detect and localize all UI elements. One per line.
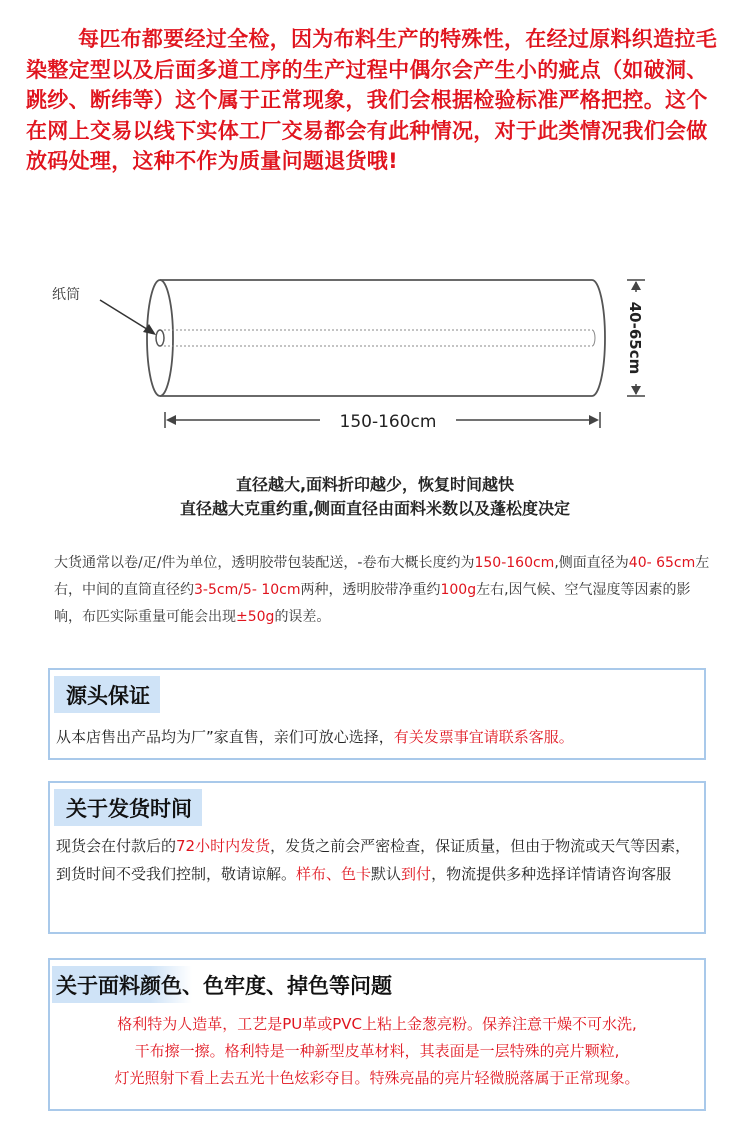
shipping-samples: 样布、色卡 bbox=[296, 865, 372, 883]
shipping-time-box bbox=[48, 781, 706, 934]
length-label: 150-160cm bbox=[339, 412, 437, 432]
para-text-3: 左右，中间的直筒直径约 bbox=[54, 555, 710, 598]
tube-label: 纸筒 bbox=[52, 287, 80, 303]
fabric-color-box bbox=[48, 958, 706, 1111]
para-diameter: 40- 65cm bbox=[628, 555, 696, 571]
para-text-4: 两种，透明胶带净重约 bbox=[300, 582, 441, 598]
fabric-color-line-1: 格利特为人造革，工艺是PU革或PVC上粘上金葱亮粉。保养注意干燥不可水洗, bbox=[117, 1015, 637, 1033]
shipping-time-text bbox=[50, 826, 704, 888]
para-tube-diameter: 3-5cm/5- 10cm bbox=[194, 582, 301, 598]
shipping-text-3: 默认 bbox=[371, 865, 402, 883]
invoice-note: 有关发票事宜请联系客服。 bbox=[393, 728, 574, 746]
source-guarantee-box bbox=[48, 668, 706, 760]
para-text-1: 大货通常以卷/疋/件为单位，透明胶带包装配送，-卷布大概长度约为 bbox=[54, 555, 475, 571]
source-guarantee-text bbox=[50, 713, 704, 751]
shipping-72h: 72小时内发货 bbox=[176, 837, 271, 855]
shipping-cod: 到付 bbox=[401, 865, 432, 883]
packaging-description bbox=[54, 550, 714, 631]
caption-line-1: 直径越大,面料折印越少，恢复时间越快 bbox=[235, 475, 515, 494]
shipping-time-title: 关于发货时间 bbox=[54, 789, 202, 826]
para-text-6: 的误差。 bbox=[274, 609, 331, 625]
para-text-5: 左右,因气候、空气湿度等因素的影响，布匹实际重量可能会出现 bbox=[54, 582, 691, 625]
para-weight-error: ±50g bbox=[236, 609, 275, 625]
fabric-color-text bbox=[50, 1003, 704, 1092]
shipping-text-4: ，物流提供多种选择详情请咨询客服 bbox=[431, 865, 672, 883]
para-text-2: ,侧面直径为 bbox=[554, 555, 629, 571]
fabric-color-title: 关于面料颜色、色牢度、掉色等问题 bbox=[52, 966, 402, 1003]
fabric-roll-diagram bbox=[0, 240, 750, 470]
shipping-text-1: 现货会在付款后的 bbox=[56, 837, 177, 855]
intro-notice: 每匹布都要经过全检，因为布料生产的特殊性，在经过原料织造拉毛染整定型以及后面多道工序的生产过程中偶尔会产生小的疵点（如破洞、跳纱、断纬等）这个属于正常现象，我们会根据检验标准严格把控。这个在网上交易以线下实体工厂交易都会有此种情况，对于此类情况我们会做放码处理，这种不作为质量问题退货哦! bbox=[26, 27, 717, 173]
shipping-text-2: ，发货之前会严密检查，保证质量，但由于物流或天气等因素，到货时间不受我们控制，敬请谅解。 bbox=[56, 837, 691, 883]
source-guarantee-title: 源头保证 bbox=[54, 676, 160, 713]
para-length: 150-160cm bbox=[474, 555, 555, 571]
source-guarantee-body: 从本店售出产品均为厂”家直售，亲们可放心选择， bbox=[56, 728, 394, 746]
fabric-color-line-3: 灯光照射下看上去五光十色炫彩夺目。特殊亮晶的亮片轻微脱落属于正常现象。 bbox=[114, 1069, 640, 1087]
fabric-color-line-2: 干布擦一擦。格利特是一种新型皮革材料，其表面是一层特殊的亮片颗粒, bbox=[134, 1042, 620, 1060]
para-tape-weight: 100g bbox=[440, 582, 477, 598]
caption-line-2: 直径越大克重约重,侧面直径由面料米数以及蓬松度决定 bbox=[179, 499, 571, 518]
diameter-label: 40-65cm bbox=[626, 301, 644, 375]
